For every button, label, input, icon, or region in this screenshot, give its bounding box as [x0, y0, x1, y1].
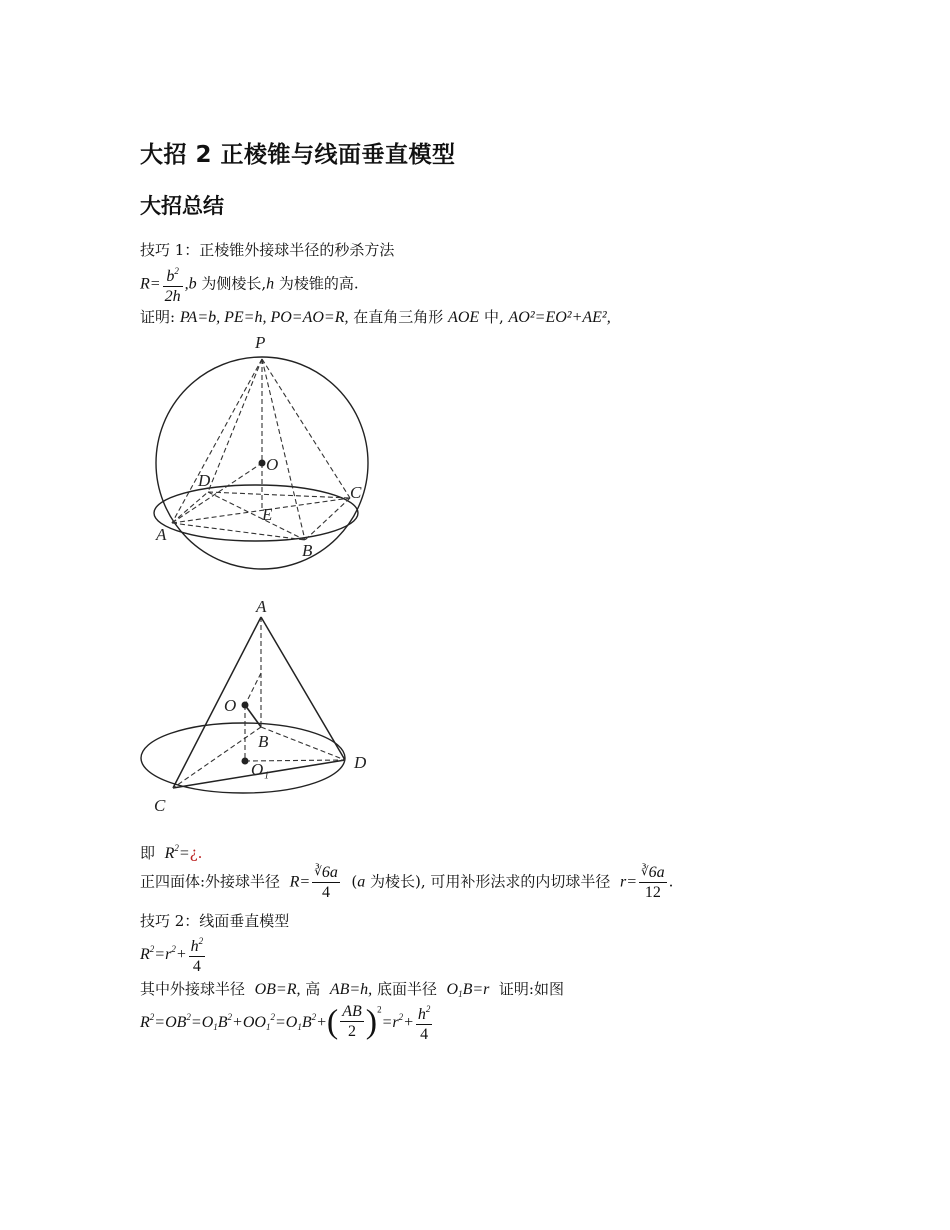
tetra-mid: 为棱长), 可用补形法求的内切球半径 — [370, 872, 611, 891]
desc-ab: AB=h, — [329, 981, 373, 998]
proof-mid: 中, — [483, 308, 504, 326]
label-C: C — [154, 796, 166, 815]
right-paren: ) — [365, 1003, 378, 1041]
proof-prefix: 证明: — [140, 308, 176, 326]
tetra-line — [140, 862, 673, 903]
label-E: E — [262, 505, 273, 524]
tip1-proof — [140, 308, 611, 327]
proof-lhs: $R^2=OB^2=O_1B^2+OO_1^2=O_1B^2+$ — [140, 1011, 327, 1032]
page-title: 大招 2 正棱锥与线面垂直模型 — [140, 142, 456, 168]
tip2-desc — [140, 980, 564, 1000]
proof-text: 在直角三角形 — [353, 308, 444, 326]
tetra-end: . — [668, 872, 674, 891]
tetra-paren: ( — [351, 872, 358, 891]
proof-fraction: $\frac{AB}{2}$ — [342, 1003, 362, 1040]
label-B: B — [302, 541, 313, 560]
desc-b: 高 — [305, 980, 321, 998]
tip2-lhs: $R^2=r^2+$ — [140, 943, 187, 963]
tip2-proof: $R^2=OB^2=O_1B^2+OO_1^2=O_1B^2+$( $\frac{AB}{2}$ )$^2=r^2+$ $\frac{h^2}{4}$ — [140, 1000, 434, 1045]
label-A: A — [156, 525, 167, 544]
desc-d: 证明:如图 — [498, 980, 564, 998]
figure-cone-model — [140, 595, 390, 820]
label-O: O — [266, 455, 279, 474]
proof-mid: $=r^2+$ — [381, 1011, 414, 1031]
tetra-R-lhs: R= — [289, 873, 311, 891]
tetra-r-fraction: $\frac{∛6a}{12}$ — [641, 864, 665, 901]
label-O: O — [224, 696, 237, 715]
desc-ob: OB=R, — [254, 981, 301, 998]
label-O1: O₁ — [251, 760, 270, 779]
tetra-R-fraction: $\frac{∛6a}{4}$ — [314, 864, 338, 901]
tetra-a-var: a — [357, 873, 366, 891]
ji-rest: ¿. — [189, 844, 203, 862]
formula-lhs: R= — [140, 275, 161, 293]
tip1-heading: 技巧 1：正棱锥外接球半径的秒杀方法 — [140, 241, 395, 259]
formula-fraction: $\frac{b^2}{2h}$ — [163, 262, 183, 307]
figure-sphere-pyramid — [140, 330, 390, 570]
proof-end-fraction: $\frac{h^2}{4}$ — [416, 1000, 433, 1045]
tip2-formula — [140, 932, 207, 977]
proof-triangle: AOE — [448, 309, 480, 326]
left-paren: ( — [326, 1003, 339, 1041]
label-D: D — [198, 471, 211, 490]
label-A: A — [256, 597, 267, 616]
ji-prefix: 即 — [140, 844, 156, 862]
section-heading: 大招总结 — [140, 194, 224, 218]
formula-text: 为侧棱长, — [201, 274, 267, 293]
tip2-heading: 技巧 2：线面垂直模型 — [140, 912, 290, 930]
tetra-r-lhs: r= — [619, 873, 637, 891]
formula-text2: 为棱锥的高. — [278, 274, 359, 293]
tetra-prefix: 正四面体:外接球半径 — [140, 872, 281, 891]
ji-line — [140, 843, 202, 863]
ji-lhs: $R^2=$ — [164, 843, 190, 862]
label-P: P — [255, 333, 266, 352]
label-D: D — [354, 753, 367, 772]
tip1-formula: R= $\frac{b^2}{2h}$ ,b 为侧棱长,h 为棱锥的高. — [140, 262, 359, 307]
label-C: C — [350, 483, 362, 502]
desc-a: 其中外接球半径 — [140, 980, 246, 998]
desc-c: 底面半径 — [376, 980, 437, 998]
proof-vars: PA=b, PE=h, PO=AO=R, — [179, 309, 349, 326]
tip2-fraction: $\frac{h^2}{4}$ — [189, 932, 206, 977]
proof-equation: AO²=EO²+AE², — [508, 309, 611, 326]
label-B: B — [258, 732, 269, 751]
desc-o1b: $O_1B=r$ — [446, 981, 490, 999]
